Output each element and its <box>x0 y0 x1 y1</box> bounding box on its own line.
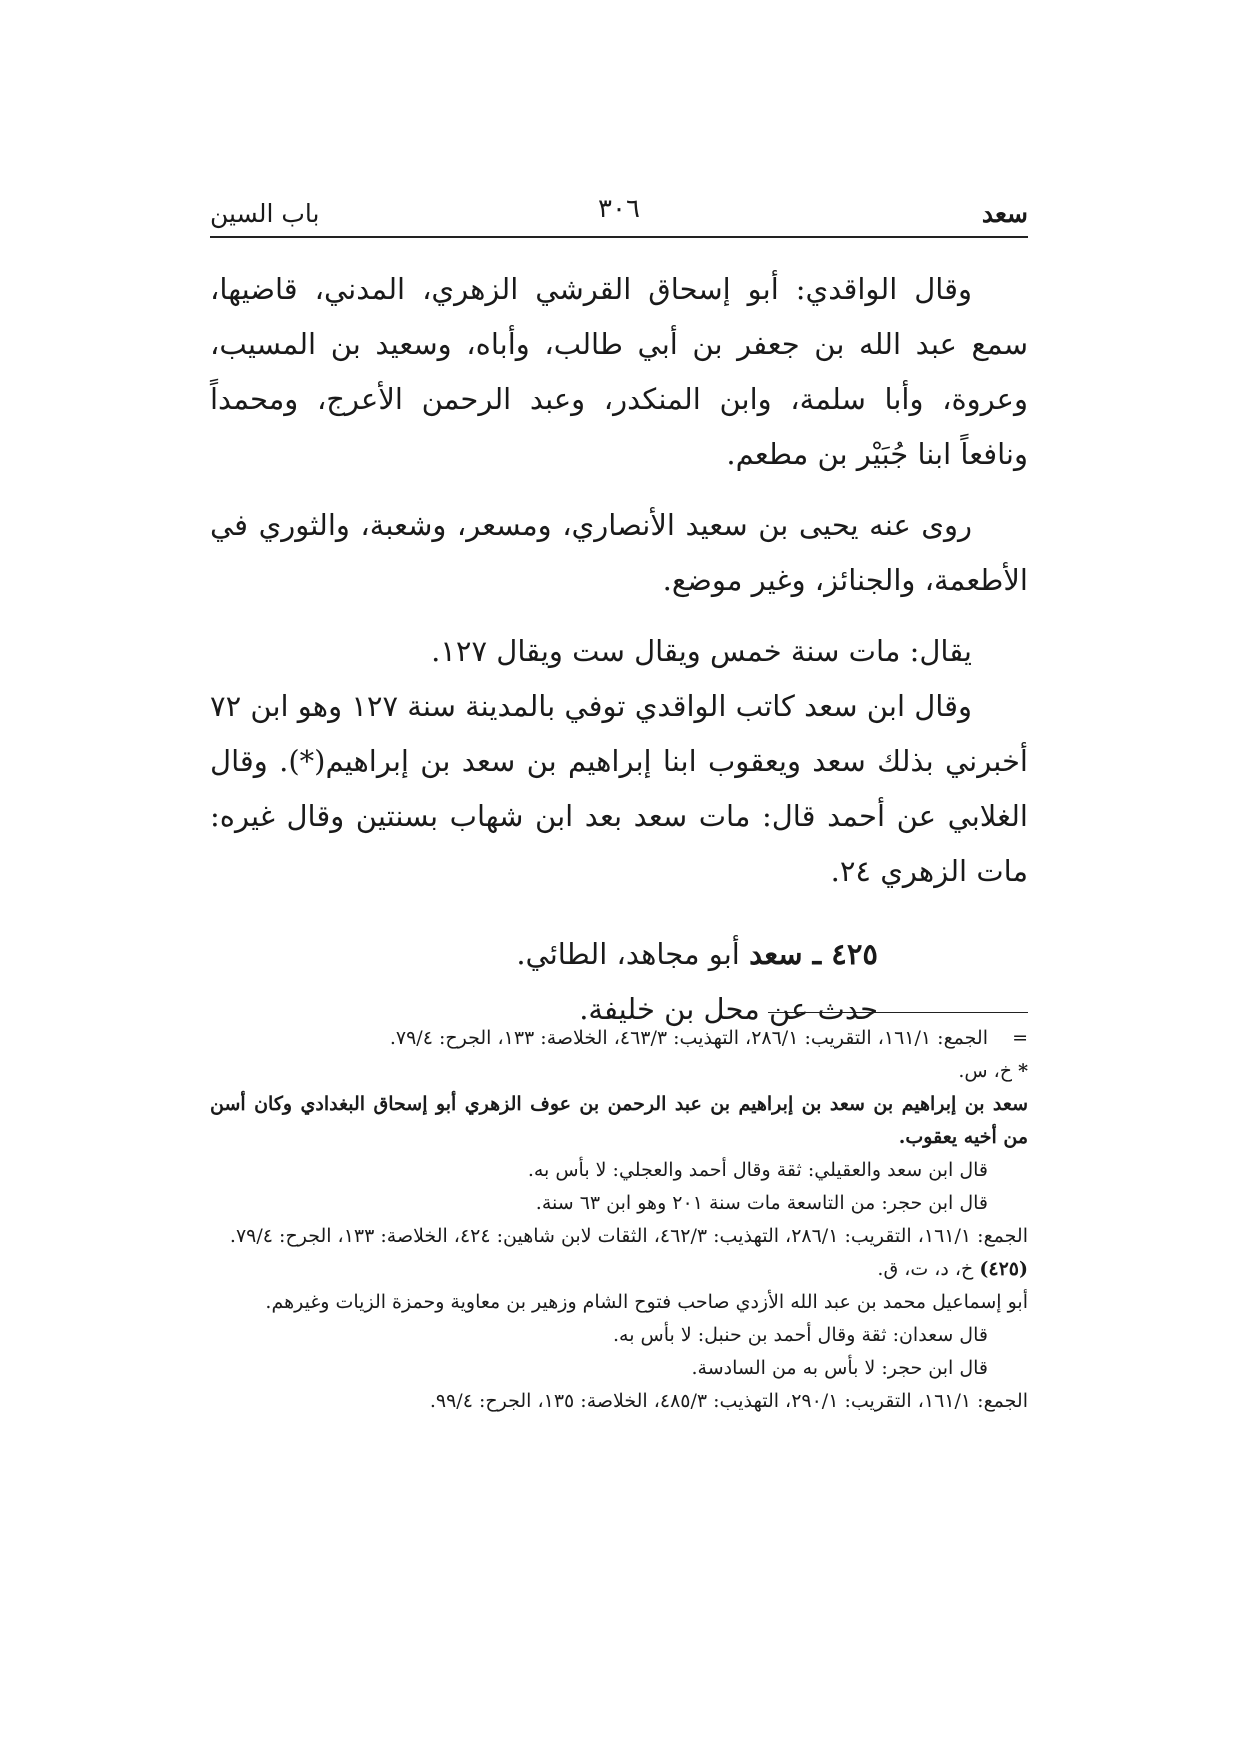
paragraph-narrators: روى عنه يحيى بن سعيد الأنصاري، ومسعر، وشعبة، والثوري في الأطعمة، والجنائز، وغير موضع. <box>210 508 1028 597</box>
entry-number: ٤٢٥ ـ سعد <box>749 937 878 971</box>
paragraph-waqidi: وقال الواقدي: أبو إسحاق القرشي الزهري، المدني، قاضيها، سمع عبد الله بن جعفر بن أبي طالب، وأباه، وسعيد بن المسيب، وعروة، وأبا سلمة، وابن المنكدر، وعبد الرحمن الأعرج، ومحمداً ونافعاً ابنا جُبَيْر بن مطعم. <box>210 272 1028 471</box>
book-page <box>210 0 1028 1754</box>
footnote-text: خ، د، ت، ق. <box>877 1258 974 1280</box>
paragraph-death-year: يقال: مات سنة خمس ويقال ست ويقال ١٢٧. <box>431 634 972 668</box>
footnote-star <box>210 1055 1028 1088</box>
footnote-line: الجمع: ١٦١/١، التقريب: ٢٩٠/١، التهذيب: ٤٨٥/٣، الخلاصة: ١٣٥، الجرح: ٩٩/٤. <box>429 1390 1028 1412</box>
footnote-mark: * <box>1018 1060 1028 1082</box>
footnote-line: سعد بن إبراهيم بن سعد بن إبراهيم بن عبد الرحمن بن عوف الزهري أبو إسحاق البغدادي وكان أسن من أخيه يعقوب. <box>210 1093 1028 1148</box>
footnotes <box>210 1022 1028 1418</box>
paragraph-ibn-saad: وقال ابن سعد كاتب الواقدي توفي بالمدينة سنة ١٢٧ وهو ابن ٧٢ أخبرني بذلك سعد ويعقوب ابنا إبراهيم بن سعد بن إبراهيم(*). وقال الغلابي عن أحمد قال: مات سعد بعد ابن شهاب بسنتين وقال غيره: مات الزهري ٢٤. <box>210 689 1028 888</box>
footnote-continued <box>210 1022 1028 1055</box>
footnote-divider <box>768 1012 1028 1013</box>
footnote-425 <box>210 1253 1028 1286</box>
header-chapter-title: باب السين <box>210 199 320 228</box>
footnote-line: أبو إسماعيل محمد بن عبد الله الأزدي صاحب فتوح الشام وزهير بن معاوية وحمزة الزيات وغيرهم. <box>265 1291 1028 1313</box>
footnote-line: قال ابن حجر: لا بأس به من السادسة. <box>691 1357 988 1379</box>
header-divider <box>210 236 1028 238</box>
footnote-text: الجمع: ١٦١/١، التقريب: ٢٨٦/١، التهذيب: ٤٦٣/٣، الخلاصة: ١٣٣، الجرح: ٧٩/٤. <box>389 1027 988 1049</box>
running-header <box>210 188 1028 228</box>
page-number: ٣٠٦ <box>598 194 640 224</box>
footnote-mark: (٤٢٥) <box>979 1258 1028 1280</box>
entry-heading <box>210 927 878 982</box>
footnote-line: الجمع: ١٦١/١، التقريب: ٢٨٦/١، التهذيب: ٤٦٢/٣، الثقات لابن شاهين: ٤٢٤، الخلاصة: ١٣٣، الجرح: ٧٩/٤. <box>229 1225 1028 1247</box>
entry-title: أبو مجاهد، الطائي. <box>516 937 740 971</box>
header-entry-name: سعد <box>981 199 1028 228</box>
footnote-line: قال ابن سعد والعقيلي: ثقة وقال أحمد والعجلي: لا بأس به. <box>527 1159 988 1181</box>
footnote-line: قال سعدان: ثقة وقال أحمد بن حنبل: لا بأس به. <box>612 1324 988 1346</box>
main-text <box>210 262 1028 1037</box>
footnote-mark: = <box>1012 1027 1028 1049</box>
entry-line: حدث عن محل بن خليفة. <box>579 992 878 1026</box>
footnote-text: خ، س. <box>958 1060 1013 1082</box>
footnote-line: قال ابن حجر: من التاسعة مات سنة ٢٠١ وهو ابن ٦٣ سنة. <box>535 1192 988 1214</box>
